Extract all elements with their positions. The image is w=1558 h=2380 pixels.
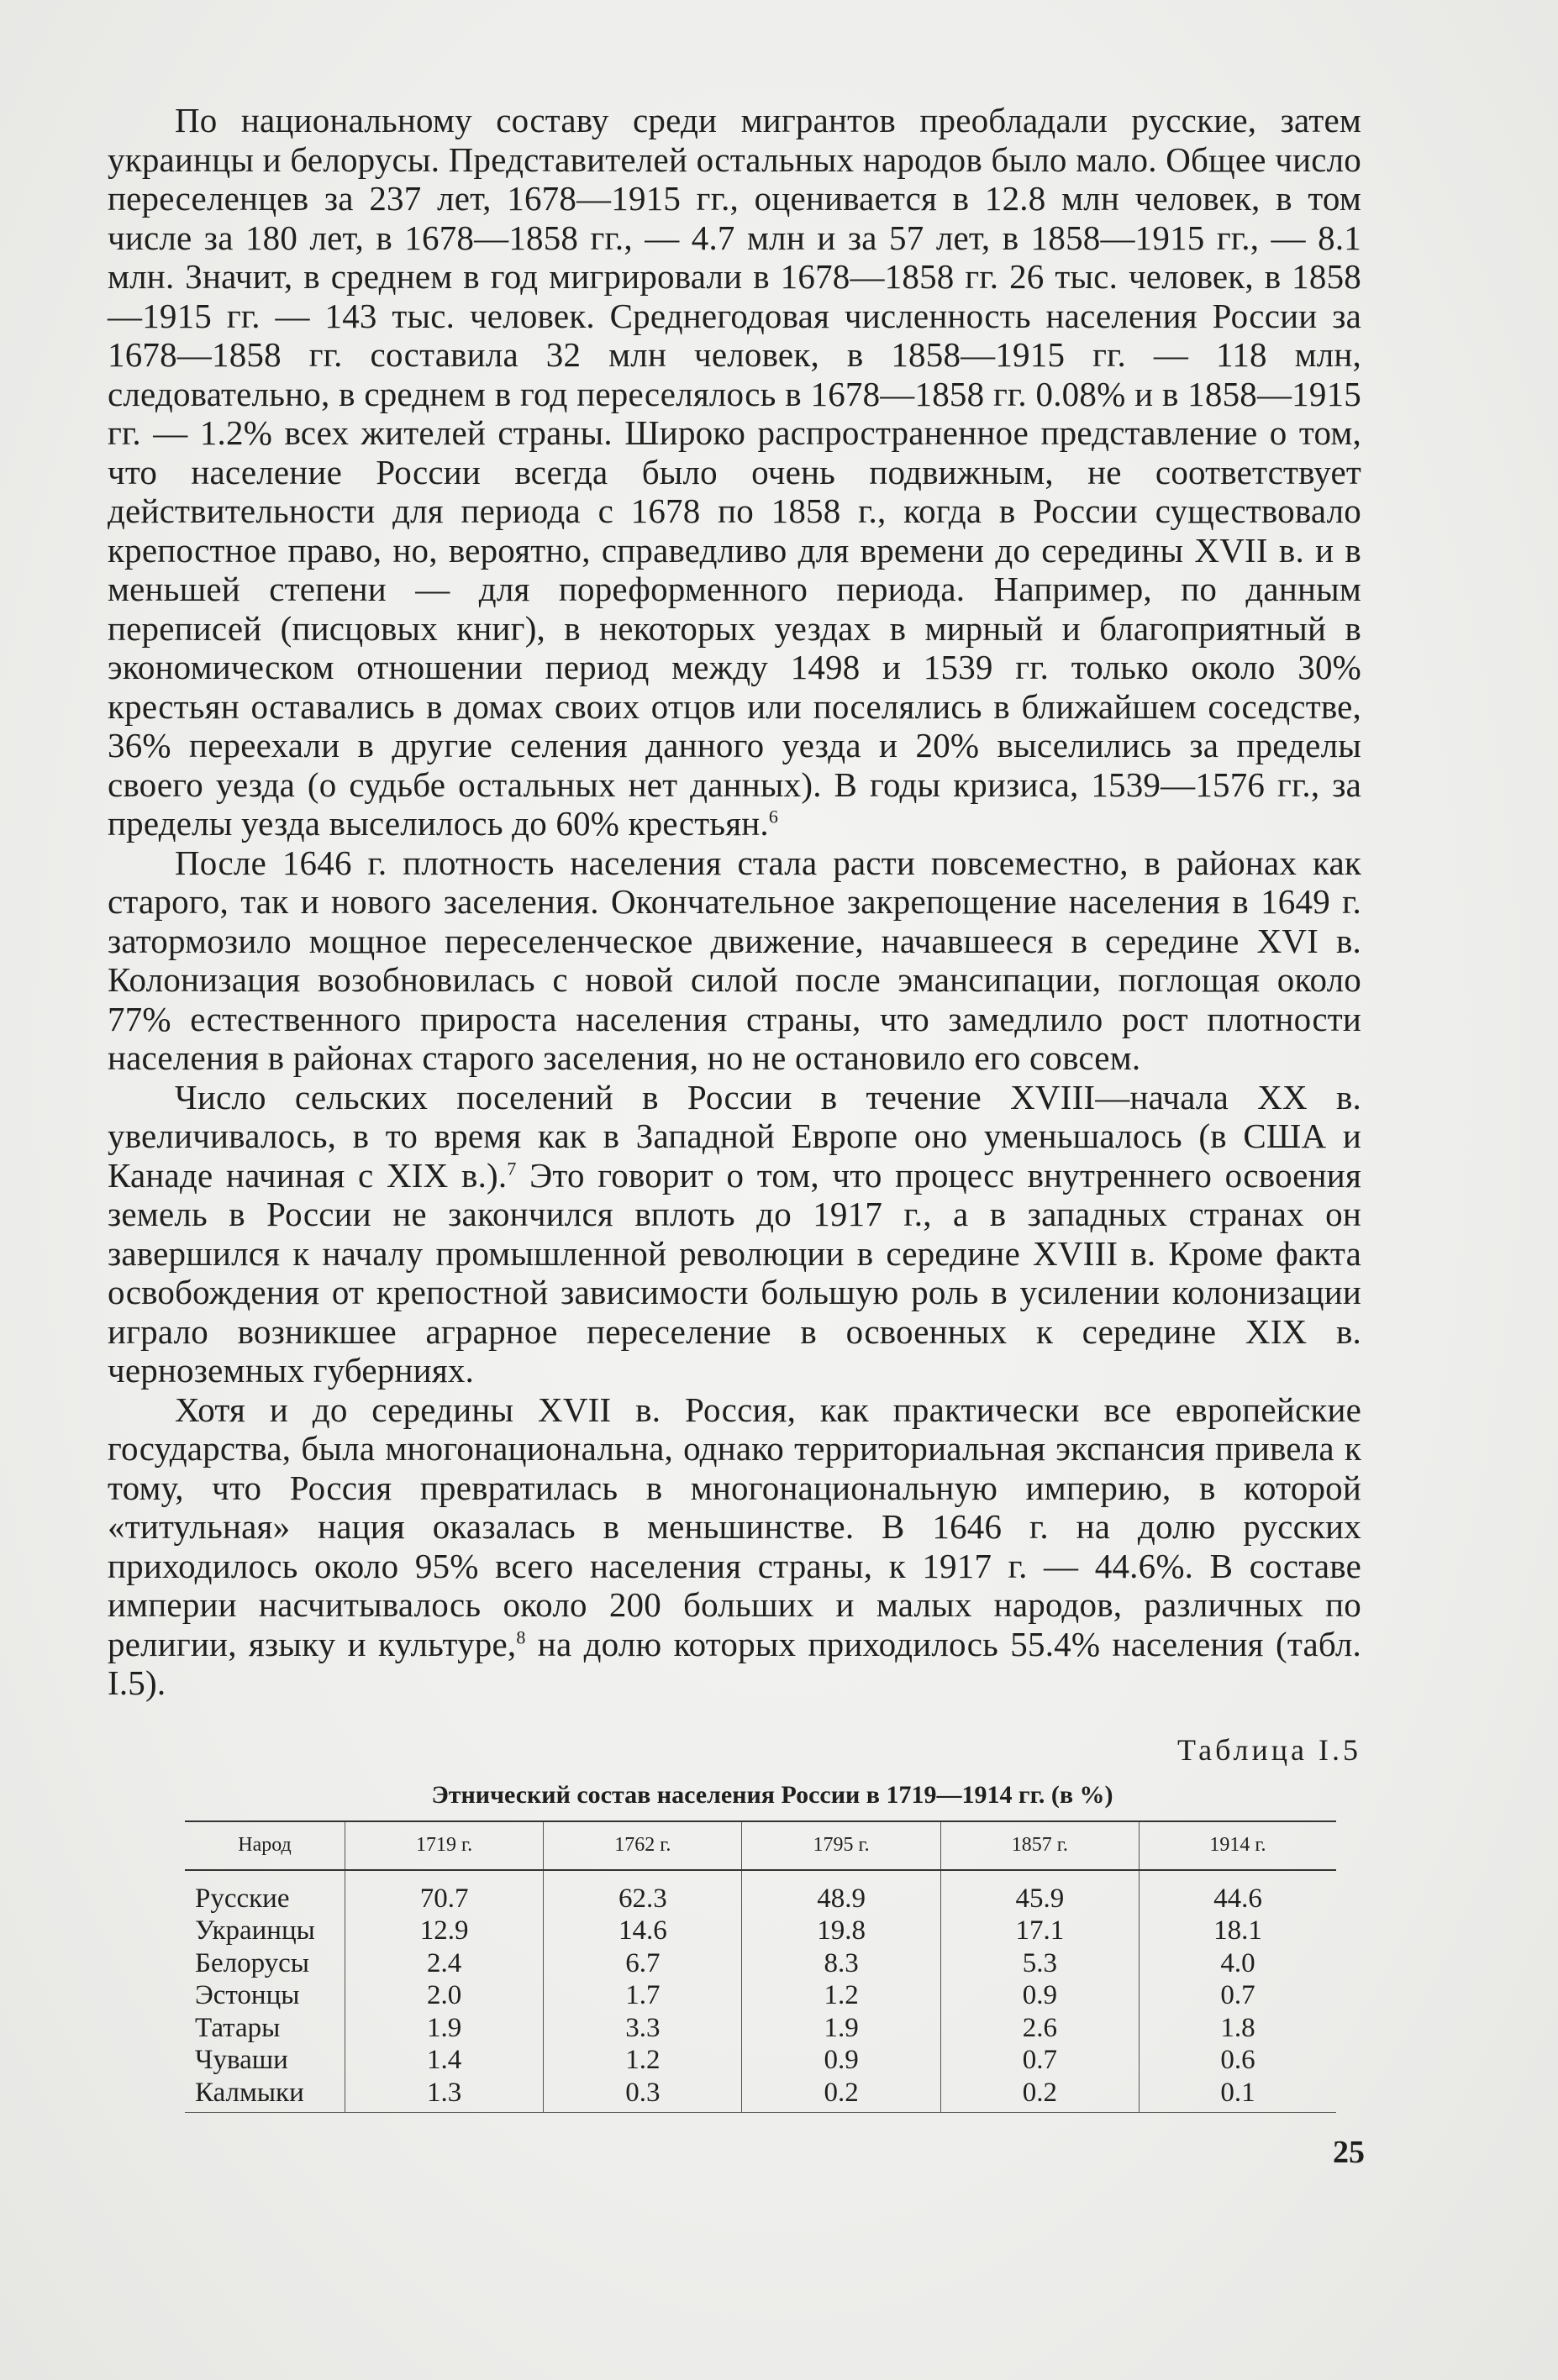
paragraph-3 — [108, 1078, 1361, 1390]
paragraph-3-text-a: Число сельских поселений в России в течение XVIII—начала XX в. увеличивалось, в то время как в Западной Европе оно уменьшалось (в США и Канаде начиная с XIX в.). — [108, 1077, 1361, 1195]
table-cell: 1.9 — [345, 2012, 544, 2045]
paragraph-2: После 1646 г. плотность населения стала расти повсеместно, в районах как старого, так и нового заселения. Окончательное закрепощение населения в 1649 г. затормозило мощное переселенческое движение, начавшееся в середине XVI в. Колонизация возобновилась с новой силой после эмансипации, поглощая около 77% естественного прироста населения страны, что замедлило рост плотности населения в районах старого заселения, но не остановило его совсем. — [108, 843, 1361, 1077]
table-cell: 0.1 — [1139, 2077, 1336, 2113]
table-cell: 5.3 — [940, 1947, 1139, 1980]
table-cell: 1.8 — [1139, 2012, 1336, 2045]
table-cell: 4.0 — [1139, 1947, 1336, 1980]
header-cell: 1762 г. — [544, 1821, 742, 1870]
table-cell: 19.8 — [742, 1915, 940, 1947]
footnote-mark-8: 8 — [516, 1626, 526, 1647]
table-cell: 44.6 — [1139, 1870, 1336, 1915]
header-cell: 1795 г. — [742, 1821, 940, 1870]
table-row — [185, 1947, 1336, 1980]
table-cell: 0.7 — [1139, 1979, 1336, 2012]
table-cell: 2.4 — [345, 1947, 544, 1980]
table-cell: 70.7 — [345, 1870, 544, 1915]
header-cell: Народ — [185, 1821, 345, 1870]
table-cell: 1.2 — [742, 1979, 940, 2012]
table-row — [185, 1979, 1336, 2012]
table-cell: 0.3 — [544, 2077, 742, 2113]
table-cell: 0.2 — [940, 2077, 1139, 2113]
table-caption: Этнический состав населения России в 1719—1914 гг. (в %) — [431, 1780, 1113, 1809]
paragraph-3-text-b: Это говорит о том, что процесс внутреннего освоения земель в России не закончился вплоть до 1917 г., а в западных странах он завершился к началу промышленной революции в середине XVIII в. Кроме факта освобождения от крепостной зависимости большую роль в усилении колонизации играло возникшее аграрное переселение в освоенных к середине XIX в. черноземных губерниях. — [108, 1155, 1362, 1390]
table-cell: 45.9 — [940, 1870, 1139, 1915]
table-row — [185, 2077, 1336, 2113]
table-cell: Украинцы — [195, 1915, 315, 1946]
table-cell: Эстонцы — [195, 1980, 300, 2010]
paragraph-4 — [108, 1390, 1361, 1703]
table-cell: Чуваши — [195, 2045, 288, 2075]
table-cell: 0.7 — [940, 2044, 1139, 2077]
table-cell: 18.1 — [1139, 1915, 1336, 1947]
footnote-mark-7: 7 — [507, 1157, 517, 1179]
header-cell: 1914 г. — [1139, 1821, 1336, 1870]
table-cell: 0.9 — [742, 2044, 940, 2077]
table-cell: 62.3 — [544, 1870, 742, 1915]
table-row — [185, 2044, 1336, 2077]
paragraph-1 — [108, 101, 1361, 843]
ethnic-composition-table — [185, 1820, 1336, 2114]
table-cell: 1.4 — [345, 2044, 544, 2077]
table-cell: 14.6 — [544, 1915, 742, 1947]
table-cell: 2.0 — [345, 1979, 544, 2012]
table-cell: 17.1 — [940, 1915, 1139, 1947]
table-cell: 8.3 — [742, 1947, 940, 1980]
paragraph-1-text: По национальному составу среди мигрантов преобладали русские, затем украинцы и белорусы. Представителей остальных народов было мало. Общее число переселенцев за 237 лет, 1678—1915 гг., оценивается в 12.8 млн человек, в том числе за 180 лет, в 1678—1858 гг., — 4.7 млн и за 57 лет, в 1858—1915 гг., — 8.1 млн. Значит, в среднем в год мигрировали в 1678—1858 гг. 26 тыс. человек, в 1858—1915 гг. — 143 тыс. человек. Среднегодовая численность населения России за 1678—1858 гг. составила 32 млн человек, в 1858—1915 гг. — 118 млн, следовательно, в среднем в год переселялось в 1678—1858 гг. 0.08% и в 1858—1915 гг. — 1.2% всех жителей страны. Широко распространенное представление о том, что население России всегда было очень подвижным, не соответствует действительности для периода с 1678 по 1858 г., когда в России существовало крепостное право, но, вероятно, справедливо для времени до середины XVII в. и в меньшей степени — для пореформенного периода. Например, по данным переписей (писцовых книг), в некоторых уездах в мирный и благоприятный в экономическом отношении период между 1498 и 1539 гг. только около 30% крестьян оставались в домах своих отцов или поселялись в ближайшем соседстве, 36% переехали в другие селения данного уезда и 20% выселились за пределы своего уезда (о судьбе остальных нет данных). В годы кризиса, 1539—1576 гг., за пределы уезда выселилось до 60% крестьян. — [108, 101, 1361, 843]
table-cell: 1.3 — [345, 2077, 544, 2113]
table-header-row — [185, 1821, 1336, 1870]
table-cell: 0.6 — [1139, 2044, 1336, 2077]
table-row — [185, 2012, 1336, 2045]
table-row — [185, 1870, 1336, 1915]
table-row — [185, 1915, 1336, 1947]
table-cell: 1.2 — [544, 2044, 742, 2077]
table-cell: 0.9 — [940, 1979, 1139, 2012]
page-number: 25 — [1333, 2135, 1365, 2170]
table-label: Таблица I.5 — [1177, 1732, 1361, 1767]
paragraph-4-text-a: Хотя и до середины XVII в. Россия, как практически все европейские государства, была многонациональна, однако территориальная экспансия привела к тому, что Россия превратилась в многонациональную империю, в которой «титульная» нация оказалась в меньшинстве. В 1646 г. на долю русских приходилось около 95% всего населения страны, к 1917 г. — 44.6%. В составе империи насчитывалось около 200 больших и малых народов, различных по религии, языку и культуре, — [108, 1390, 1361, 1663]
table-cell: 2.6 — [940, 2012, 1139, 2045]
header-cell: 1719 г. — [345, 1821, 544, 1870]
table-cell: 3.3 — [544, 2012, 742, 2045]
table-cell: 1.7 — [544, 1979, 742, 2012]
table-cell: Татары — [195, 2012, 281, 2043]
table-cell: 12.9 — [345, 1915, 544, 1947]
footnote-mark-6: 6 — [768, 806, 779, 827]
table-cell: Русские — [195, 1883, 290, 1914]
table-cell: Калмыки — [185, 2077, 345, 2113]
table-cell: 1.9 — [742, 2012, 940, 2045]
table-cell: Белорусы — [195, 1947, 309, 1978]
table-cell: 6.7 — [544, 1947, 742, 1980]
table-cell: 0.2 — [742, 2077, 940, 2113]
page-content — [108, 101, 1361, 2113]
table-cell: 48.9 — [742, 1870, 940, 1915]
header-cell: 1857 г. — [940, 1821, 1139, 1870]
paragraph-4-text-b: на долю которых приходилось 55.4% населения (табл. I.5). — [108, 1624, 1362, 1702]
